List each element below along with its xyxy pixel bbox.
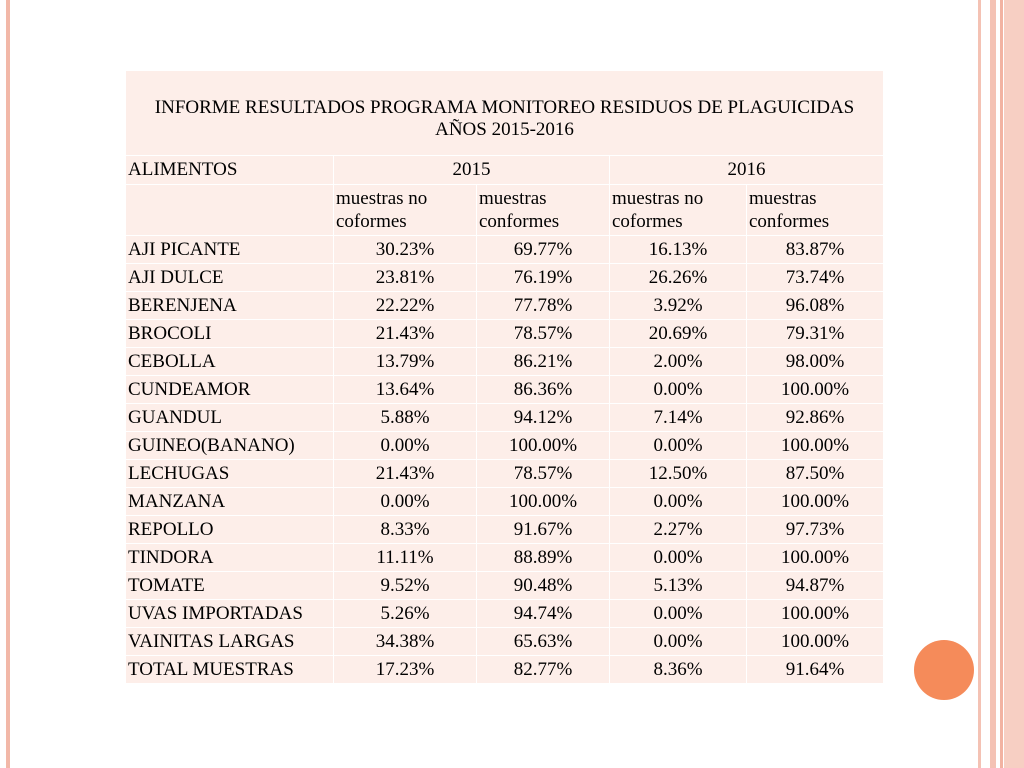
food-cell: LECHUGAS	[126, 460, 334, 488]
food-cell: AJI DULCE	[126, 264, 334, 292]
conforming-2015-cell: 90.48%	[477, 572, 610, 600]
non-conforming-2015-cell: 30.23%	[334, 236, 477, 264]
conforming-2015-cell: 76.19%	[477, 264, 610, 292]
non-conforming-2016-cell: 2.27%	[610, 516, 747, 544]
food-cell: BROCOLI	[126, 320, 334, 348]
conforming-2015-cell: 77.78%	[477, 292, 610, 320]
conforming-2015-cell: 88.89%	[477, 544, 610, 572]
non-conforming-2015-cell: 13.79%	[334, 348, 477, 376]
non-conforming-2016-cell: 0.00%	[610, 488, 747, 516]
conforming-2015-cell: 91.67%	[477, 516, 610, 544]
table-row	[126, 516, 884, 544]
conforming-2015-cell: 82.77%	[477, 656, 610, 684]
non-conforming-2015-cell: 22.22%	[334, 292, 477, 320]
non-conforming-2015-cell: 21.43%	[334, 460, 477, 488]
non-conforming-2016-cell: 12.50%	[610, 460, 747, 488]
table-row	[126, 628, 884, 656]
year-2016-header: 2016	[610, 156, 884, 185]
empty-header-cell	[126, 185, 334, 236]
conforming-2015-cell: 94.12%	[477, 404, 610, 432]
non-conforming-2015-cell: 23.81%	[334, 264, 477, 292]
non-conforming-2016-header: muestras no coformes	[610, 185, 747, 236]
conforming-2016-cell: 100.00%	[747, 600, 884, 628]
conforming-2015-header: muestras conformes	[477, 185, 610, 236]
conforming-2015-cell: 86.36%	[477, 376, 610, 404]
table-row	[126, 460, 884, 488]
conforming-2016-cell: 79.31%	[747, 320, 884, 348]
decorative-circle	[914, 640, 974, 700]
non-conforming-2015-cell: 0.00%	[334, 488, 477, 516]
food-cell: CUNDEAMOR	[126, 376, 334, 404]
foods-header: ALIMENTOS	[126, 156, 334, 185]
non-conforming-2016-cell: 0.00%	[610, 628, 747, 656]
conforming-2015-cell: 65.63%	[477, 628, 610, 656]
conforming-2015-cell: 94.74%	[477, 600, 610, 628]
table-row	[126, 348, 884, 376]
non-conforming-2016-cell: 0.00%	[610, 432, 747, 460]
non-conforming-2016-cell: 0.00%	[610, 544, 747, 572]
slide-right-border-stripe	[978, 0, 981, 768]
conforming-2016-header: muestras conformes	[747, 185, 884, 236]
table-row	[126, 320, 884, 348]
subheader-row	[126, 185, 884, 236]
non-conforming-2016-cell: 16.13%	[610, 236, 747, 264]
food-cell: AJI PICANTE	[126, 236, 334, 264]
slide-right-border-stripe	[1000, 0, 1003, 768]
conforming-2015-cell: 100.00%	[477, 432, 610, 460]
slide-right-border-stripe	[990, 0, 996, 768]
food-cell: MANZANA	[126, 488, 334, 516]
table-row	[126, 376, 884, 404]
conforming-2016-cell: 91.64%	[747, 656, 884, 684]
food-cell: TOTAL MUESTRAS	[126, 656, 334, 684]
conforming-2016-cell: 83.87%	[747, 236, 884, 264]
non-conforming-2015-header: muestras no coformes	[334, 185, 477, 236]
food-cell: VAINITAS LARGAS	[126, 628, 334, 656]
conforming-2015-cell: 78.57%	[477, 320, 610, 348]
conforming-2016-cell: 100.00%	[747, 376, 884, 404]
conforming-2016-cell: 94.87%	[747, 572, 884, 600]
food-cell: BERENJENA	[126, 292, 334, 320]
conforming-2016-cell: 97.73%	[747, 516, 884, 544]
food-cell: REPOLLO	[126, 516, 334, 544]
conforming-2015-cell: 86.21%	[477, 348, 610, 376]
table-row	[126, 572, 884, 600]
table-row	[126, 544, 884, 572]
table-row	[126, 488, 884, 516]
non-conforming-2015-cell: 13.64%	[334, 376, 477, 404]
non-conforming-2015-cell: 34.38%	[334, 628, 477, 656]
non-conforming-2015-cell: 17.23%	[334, 656, 477, 684]
non-conforming-2015-cell: 9.52%	[334, 572, 477, 600]
table-row	[126, 264, 884, 292]
food-cell: CEBOLLA	[126, 348, 334, 376]
non-conforming-2016-cell: 3.92%	[610, 292, 747, 320]
conforming-2016-cell: 100.00%	[747, 628, 884, 656]
conforming-2015-cell: 69.77%	[477, 236, 610, 264]
non-conforming-2016-cell: 0.00%	[610, 376, 747, 404]
year-header-row	[126, 156, 884, 185]
food-cell: UVAS IMPORTADAS	[126, 600, 334, 628]
slide-left-border	[6, 0, 10, 768]
non-conforming-2015-cell: 0.00%	[334, 432, 477, 460]
non-conforming-2016-cell: 20.69%	[610, 320, 747, 348]
food-cell: GUANDUL	[126, 404, 334, 432]
conforming-2016-cell: 100.00%	[747, 488, 884, 516]
non-conforming-2015-cell: 5.88%	[334, 404, 477, 432]
conforming-2016-cell: 100.00%	[747, 544, 884, 572]
table-row	[126, 432, 884, 460]
table-row	[126, 236, 884, 264]
conforming-2016-cell: 100.00%	[747, 432, 884, 460]
non-conforming-2016-cell: 2.00%	[610, 348, 747, 376]
table-row	[126, 600, 884, 628]
non-conforming-2015-cell: 21.43%	[334, 320, 477, 348]
conforming-2016-cell: 96.08%	[747, 292, 884, 320]
report-table	[125, 70, 884, 684]
food-cell: GUINEO(BANANO)	[126, 432, 334, 460]
non-conforming-2015-cell: 5.26%	[334, 600, 477, 628]
title-row	[126, 71, 884, 156]
conforming-2015-cell: 100.00%	[477, 488, 610, 516]
conforming-2016-cell: 73.74%	[747, 264, 884, 292]
non-conforming-2016-cell: 8.36%	[610, 656, 747, 684]
conforming-2016-cell: 87.50%	[747, 460, 884, 488]
conforming-2016-cell: 98.00%	[747, 348, 884, 376]
slide-right-border-band	[1004, 0, 1024, 768]
conforming-2016-cell: 92.86%	[747, 404, 884, 432]
food-cell: TOMATE	[126, 572, 334, 600]
non-conforming-2015-cell: 11.11%	[334, 544, 477, 572]
table-row	[126, 656, 884, 684]
table-row	[126, 404, 884, 432]
table-title: INFORME RESULTADOS PROGRAMA MONITOREO RESIDUOS DE PLAGUICIDAS AÑOS 2015-2016	[126, 71, 884, 156]
table-row	[126, 292, 884, 320]
food-cell: TINDORA	[126, 544, 334, 572]
conforming-2015-cell: 78.57%	[477, 460, 610, 488]
year-2015-header: 2015	[334, 156, 610, 185]
non-conforming-2016-cell: 26.26%	[610, 264, 747, 292]
non-conforming-2015-cell: 8.33%	[334, 516, 477, 544]
non-conforming-2016-cell: 5.13%	[610, 572, 747, 600]
non-conforming-2016-cell: 0.00%	[610, 600, 747, 628]
non-conforming-2016-cell: 7.14%	[610, 404, 747, 432]
